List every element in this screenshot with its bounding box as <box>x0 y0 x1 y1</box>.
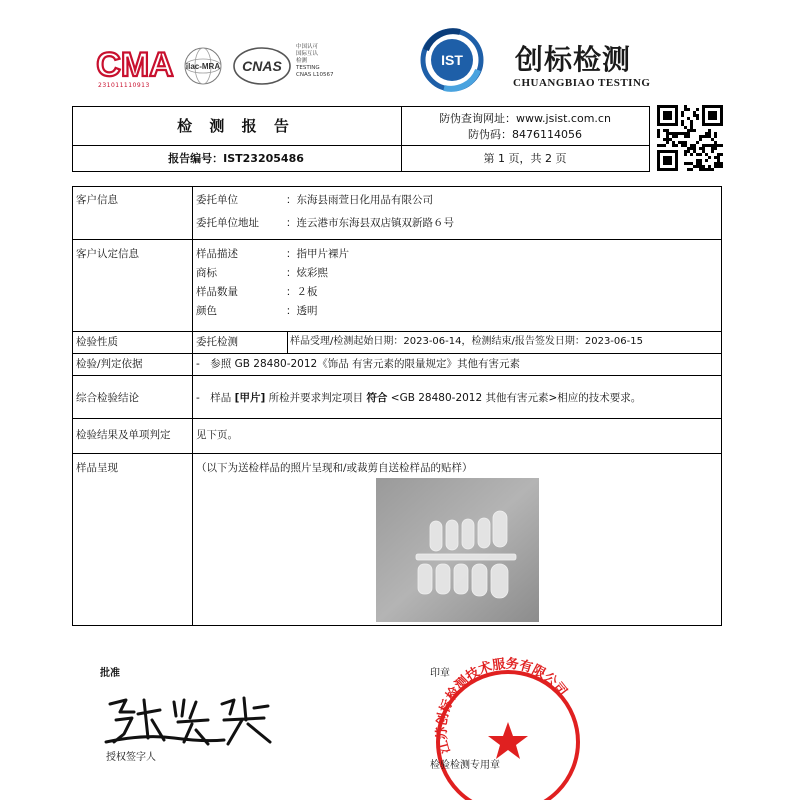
seal-caption: 检验检测专用章 <box>430 760 500 771</box>
verify-code: 防伪码：8476114056 <box>468 128 582 141</box>
conclusion-post: <GB 28480-2012 其他有害元素>相应的技术要求。 <box>390 392 642 404</box>
basis-value: - 参照 GB 28480-2012《饰品 有害元素的限量规定》其他有害元素 <box>196 358 521 370</box>
conclusion-sample: [甲片] <box>234 392 266 404</box>
test-dates: 样品受理/检测起始日期：2023-06-14，检测结束/报告签发日期：2023-06-15 <box>290 336 643 347</box>
cnas-caption <box>296 44 334 79</box>
divider <box>73 331 721 332</box>
divider <box>73 375 721 376</box>
trademark-value: ：炫彩熙 <box>286 267 328 279</box>
sample-qty-label: 样品数量 <box>196 286 238 298</box>
cnas-line: TESTING <box>296 65 320 71</box>
brand-name-en: CHUANGBIAO TESTING <box>513 77 651 89</box>
results-value: 见下页。 <box>196 429 238 441</box>
cnas-line: CNAS L10567 <box>296 72 334 78</box>
qr-code <box>657 105 723 171</box>
ilac-mra-logo <box>178 44 228 88</box>
cma-logo-text: CMA <box>96 46 174 84</box>
color-label: 颜色 <box>196 305 217 317</box>
divider <box>287 331 288 353</box>
page-info: 第 1 页，共 2 页 <box>483 152 567 165</box>
divider <box>192 187 193 625</box>
cnas-logo-text: CNAS <box>242 58 282 74</box>
conclusion-text <box>196 389 641 407</box>
company-seal <box>428 656 588 800</box>
seal-ring-text: 江苏创标检测技术服务有限公司 <box>434 656 570 756</box>
conclusion-pre: - 样品 <box>196 392 232 404</box>
client-unit-label: 委托单位 <box>196 194 238 206</box>
sample-show-label: 样品呈现 <box>76 462 118 474</box>
ilac-mra-text: ilac-MRA <box>185 62 221 71</box>
basis-label: 检验/判定依据 <box>76 358 143 370</box>
cnas-line: 国际互认 <box>296 51 319 57</box>
divider <box>73 418 721 419</box>
signatory-label: 授权签字人 <box>106 752 156 763</box>
sample-photo <box>376 478 539 622</box>
sample-desc-value: ：指甲片裸片 <box>286 248 349 260</box>
verification-info <box>402 111 648 143</box>
color-value: ：透明 <box>286 305 318 317</box>
cma-number: 231011110913 <box>98 82 150 89</box>
client-address-label: 委托单位地址 <box>196 217 259 229</box>
conclusion-mid: 所检并要求判定项目 <box>268 392 364 404</box>
client-confirm-label: 客户认定信息 <box>76 248 139 260</box>
results-label: 检验结果及单项判定 <box>76 429 171 441</box>
sample-show-note: （以下为送检样品的照片呈现和/或裁剪自送检样品的贴样） <box>196 462 473 474</box>
conclusion-pass: 符合 <box>366 392 388 404</box>
divider <box>73 239 721 240</box>
ist-logo-text: IST <box>441 52 463 68</box>
client-info-label: 客户信息 <box>76 194 118 206</box>
client-unit-value: ：东海县雨萱日化用品有限公司 <box>286 194 433 206</box>
report-title: 检 测 报 告 <box>177 116 295 135</box>
report-number: 报告编号：IST23205486 <box>168 152 304 165</box>
sample-desc-label: 样品描述 <box>196 248 238 260</box>
seal-label: 印章 <box>430 668 450 679</box>
cnas-logo <box>232 44 292 88</box>
conclusion-label: 综合检验结论 <box>76 392 139 404</box>
trademark-label: 商标 <box>196 267 217 279</box>
verify-site: 防伪查询网址：www.jsist.com.cn <box>439 112 611 125</box>
client-address-value: ：连云港市东海县双店镇双新路６号 <box>286 217 454 229</box>
test-nature-value: 委托检测 <box>196 336 238 348</box>
ist-logo <box>420 28 484 92</box>
test-nature-label: 检验性质 <box>76 336 118 348</box>
approve-label: 批准 <box>100 668 120 679</box>
divider <box>73 453 721 454</box>
handwritten-signature <box>104 690 284 750</box>
sample-qty-value: ：２板 <box>286 286 318 298</box>
cnas-line: 中国认可 <box>296 44 319 50</box>
divider <box>73 353 721 354</box>
brand-name-cn: 创标检测 <box>515 43 632 76</box>
cnas-line: 检测 <box>296 58 308 64</box>
